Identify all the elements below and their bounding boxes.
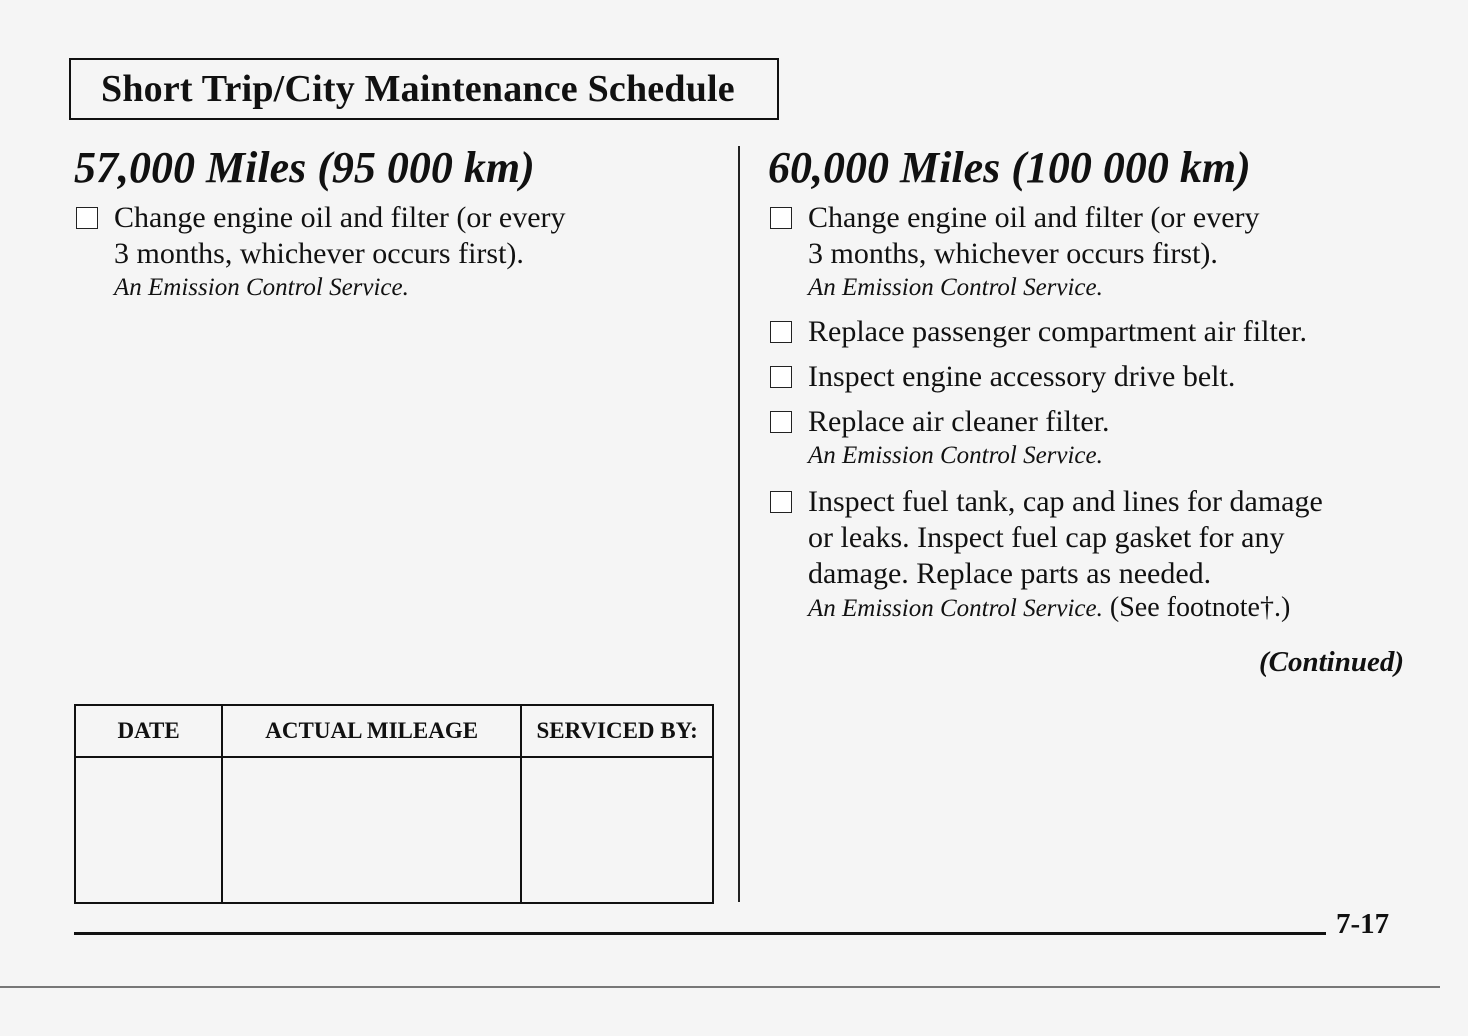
header-date: DATE — [75, 705, 222, 757]
task-line: Change engine oil and filter (or every — [808, 201, 1260, 234]
task-line: Replace passenger compartment air filter. — [808, 315, 1307, 348]
emission-note: An Emission Control Service. — [114, 274, 409, 301]
emission-note — [808, 592, 1408, 625]
mileage-heading-57000: 57,000 Miles (95 000 km) — [74, 143, 535, 192]
table-row — [75, 757, 713, 903]
task-line: 3 months, whichever occurs first). — [114, 237, 524, 270]
page-title: Short Trip/City Maintenance Schedule — [69, 58, 779, 120]
checkbox[interactable] — [770, 207, 792, 229]
task-line: Replace air cleaner filter. — [808, 405, 1110, 438]
checkbox[interactable] — [770, 366, 792, 388]
task-line: damage. Replace parts as needed. — [808, 557, 1212, 590]
header-serviced-by: SERVICED BY: — [521, 705, 713, 757]
serviced-by-cell[interactable] — [521, 757, 713, 903]
checkbox[interactable] — [770, 491, 792, 513]
task-line: or leaks. Inspect fuel cap gasket for any — [808, 521, 1285, 554]
checkbox[interactable] — [770, 411, 792, 433]
task-change-oil — [768, 200, 1408, 304]
header-actual-mileage: ACTUAL MILEAGE — [222, 705, 521, 757]
date-cell[interactable] — [75, 757, 222, 903]
emission-note-text: An Emission Control Service. — [808, 595, 1103, 622]
checkbox[interactable] — [76, 207, 98, 229]
schedule-57000 — [74, 140, 714, 304]
task-inspect-drive-belt — [768, 359, 1408, 395]
task-line: Inspect fuel tank, cap and lines for damage — [808, 485, 1323, 518]
schedule-60000 — [768, 140, 1408, 625]
footer-rule — [74, 932, 1326, 935]
task-replace-air-cleaner — [768, 404, 1408, 472]
task-line: 3 months, whichever occurs first). — [808, 237, 1218, 270]
task-inspect-fuel-system — [768, 484, 1408, 625]
checkbox[interactable] — [770, 321, 792, 343]
task-line: Inspect engine accessory drive belt. — [808, 360, 1236, 393]
task-line: Change engine oil and filter (or every — [114, 201, 566, 234]
task-change-oil — [74, 200, 714, 304]
footnote-reference: (See footnote†.) — [1102, 592, 1291, 623]
emission-note: An Emission Control Service. — [808, 442, 1103, 469]
continued-label: (Continued) — [1258, 646, 1404, 678]
service-log-table — [74, 704, 714, 904]
table-header-row — [75, 705, 713, 757]
page-edge-line — [0, 986, 1440, 988]
mileage-cell[interactable] — [222, 757, 521, 903]
emission-note: An Emission Control Service. — [808, 274, 1103, 301]
task-replace-cabin-filter — [768, 314, 1408, 350]
column-divider — [738, 146, 740, 902]
page-number: 7-17 — [1336, 908, 1390, 940]
mileage-heading-60000: 60,000 Miles (100 000 km) — [768, 143, 1251, 192]
